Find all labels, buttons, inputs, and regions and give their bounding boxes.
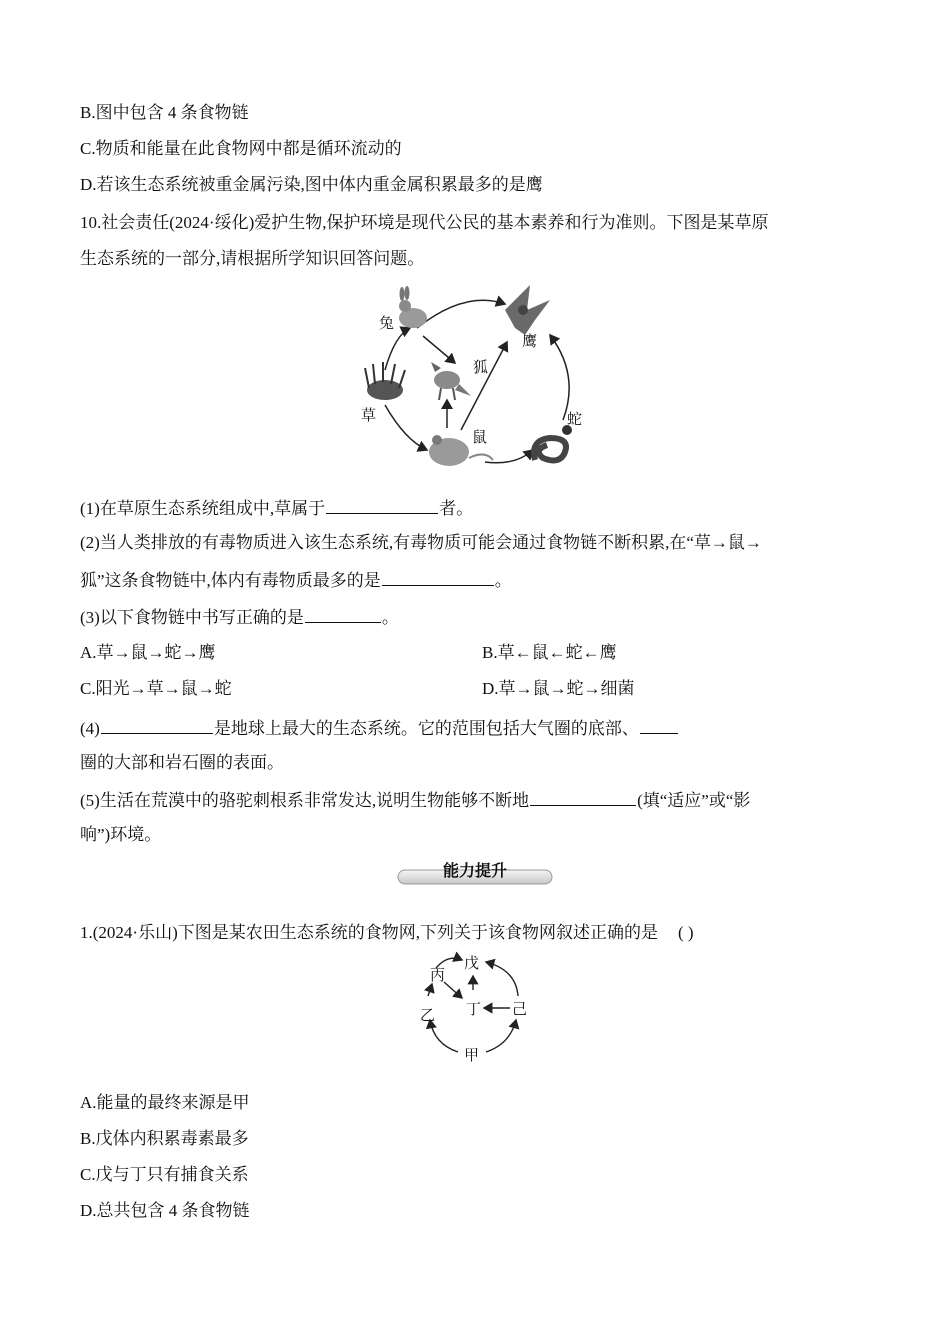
q10-part1: (1)在草原生态系统组成中,草属于 者。 (80, 496, 473, 520)
rabbit-illustration (399, 286, 427, 328)
grassland-food-web-figure (355, 280, 595, 480)
answer-bracket[interactable]: ( ) (677, 923, 694, 942)
section-banner-title: 能力提升 (442, 861, 507, 880)
answer-blank[interactable] (101, 716, 213, 734)
arrow-jia-ji (486, 1020, 516, 1052)
node-wu: 戊 (464, 954, 480, 972)
label-grass: 草 (361, 406, 377, 424)
answer-blank[interactable] (382, 568, 494, 586)
q10-part3-option-b: B.草←鼠←蛇←鹰 (482, 643, 617, 662)
answer-blank[interactable] (305, 605, 381, 623)
arrow-rabbit-fox (423, 336, 455, 363)
q10-part3: (3)以下食物链中书写正确的是 。 (80, 605, 399, 629)
label-fox: 狐 (473, 358, 489, 376)
q10-part4-line1: (4) 是地球上最大的生态系统。它的范围包括大气圈的底部、 (80, 716, 679, 740)
q10-part2-line1: (2)当人类排放的有毒物质进入该生态系统,有毒物质可能会通过食物链不断积累,在“草→鼠→ (80, 533, 762, 552)
label-mouse: 鼠 (472, 428, 488, 446)
arrow-grass-mouse (385, 405, 427, 450)
arrow-mouse-snake (485, 450, 533, 463)
q10-stem-line1: 10.社会责任(2024·绥化)爱护生物,保护环境是现代公民的基本素养和行为准则。下图是某草原 (80, 213, 769, 232)
q1-option-a: A.能量的最终来源是甲 (80, 1093, 250, 1112)
q1-option-b: B.戊体内积累毒素最多 (80, 1129, 249, 1148)
q10-part5-line2: 响”)环境。 (80, 825, 162, 844)
answer-blank[interactable] (530, 788, 636, 806)
label-snake: 蛇 (567, 410, 583, 428)
q9-option-d: D.若该生态系统被重金属污染,图中体内重金属积累最多的是鹰 (80, 175, 543, 194)
q1-option-d: D.总共包含 4 条食物链 (80, 1201, 250, 1220)
arrow-jia-yi (430, 1020, 458, 1052)
arrow-bing-ding (444, 982, 462, 998)
node-bing: 丙 (430, 966, 446, 984)
arrow-rabbit-hawk (417, 300, 505, 328)
answer-blank[interactable] (326, 496, 438, 514)
fox-illustration (431, 362, 471, 400)
hawk-illustration (505, 285, 550, 335)
arrow-ji-wu (486, 962, 518, 996)
arrow-yi-bing (428, 984, 432, 996)
node-ding: 丁 (466, 1000, 482, 1018)
q10-stem-line2: 生态系统的一部分,请根据所学知识回答问题。 (80, 249, 425, 268)
node-ji: 己 (512, 1000, 528, 1018)
q10-part4-line2: 圈的大部和岩石圈的表面。 (80, 753, 284, 772)
arrow-snake-hawk (550, 335, 569, 420)
q10-part3-option-a: A.草→鼠→蛇→鹰 (80, 643, 216, 662)
label-hawk: 鹰 (522, 332, 538, 350)
label-rabbit: 兔 (379, 314, 395, 332)
node-jia: 甲 (464, 1046, 480, 1064)
farmland-food-web-figure (410, 948, 540, 1066)
q10-part2-line2: 狐”这条食物链中,体内有毒物质最多的是 。 (80, 568, 512, 592)
q1-option-c: C.戊与丁只有捕食关系 (80, 1165, 249, 1184)
q9-option-b: B.图中包含 4 条食物链 (80, 103, 249, 122)
q1-stem: 1.(2024·乐山)下图是某农田生态系统的食物网,下列关于该食物网叙述正确的是 ( ) (80, 923, 694, 942)
snake-illustration (534, 425, 572, 460)
q10-part3-option-d: D.草→鼠→蛇→细菌 (482, 679, 635, 698)
q9-option-c: C.物质和能量在此食物网中都是循环流动的 (80, 139, 402, 158)
node-yi: 乙 (420, 1006, 436, 1024)
answer-blank[interactable] (640, 716, 678, 734)
q10-part3-option-c: C.阳光→草→鼠→蛇 (80, 679, 232, 698)
arrow-grass-rabbit (385, 328, 410, 370)
arrow-mouse-hawk (461, 342, 507, 430)
q10-part5-line1: (5)生活在荒漠中的骆驼刺根系非常发达,说明生物能够不断地 (填“适应”或“影 (80, 788, 750, 812)
